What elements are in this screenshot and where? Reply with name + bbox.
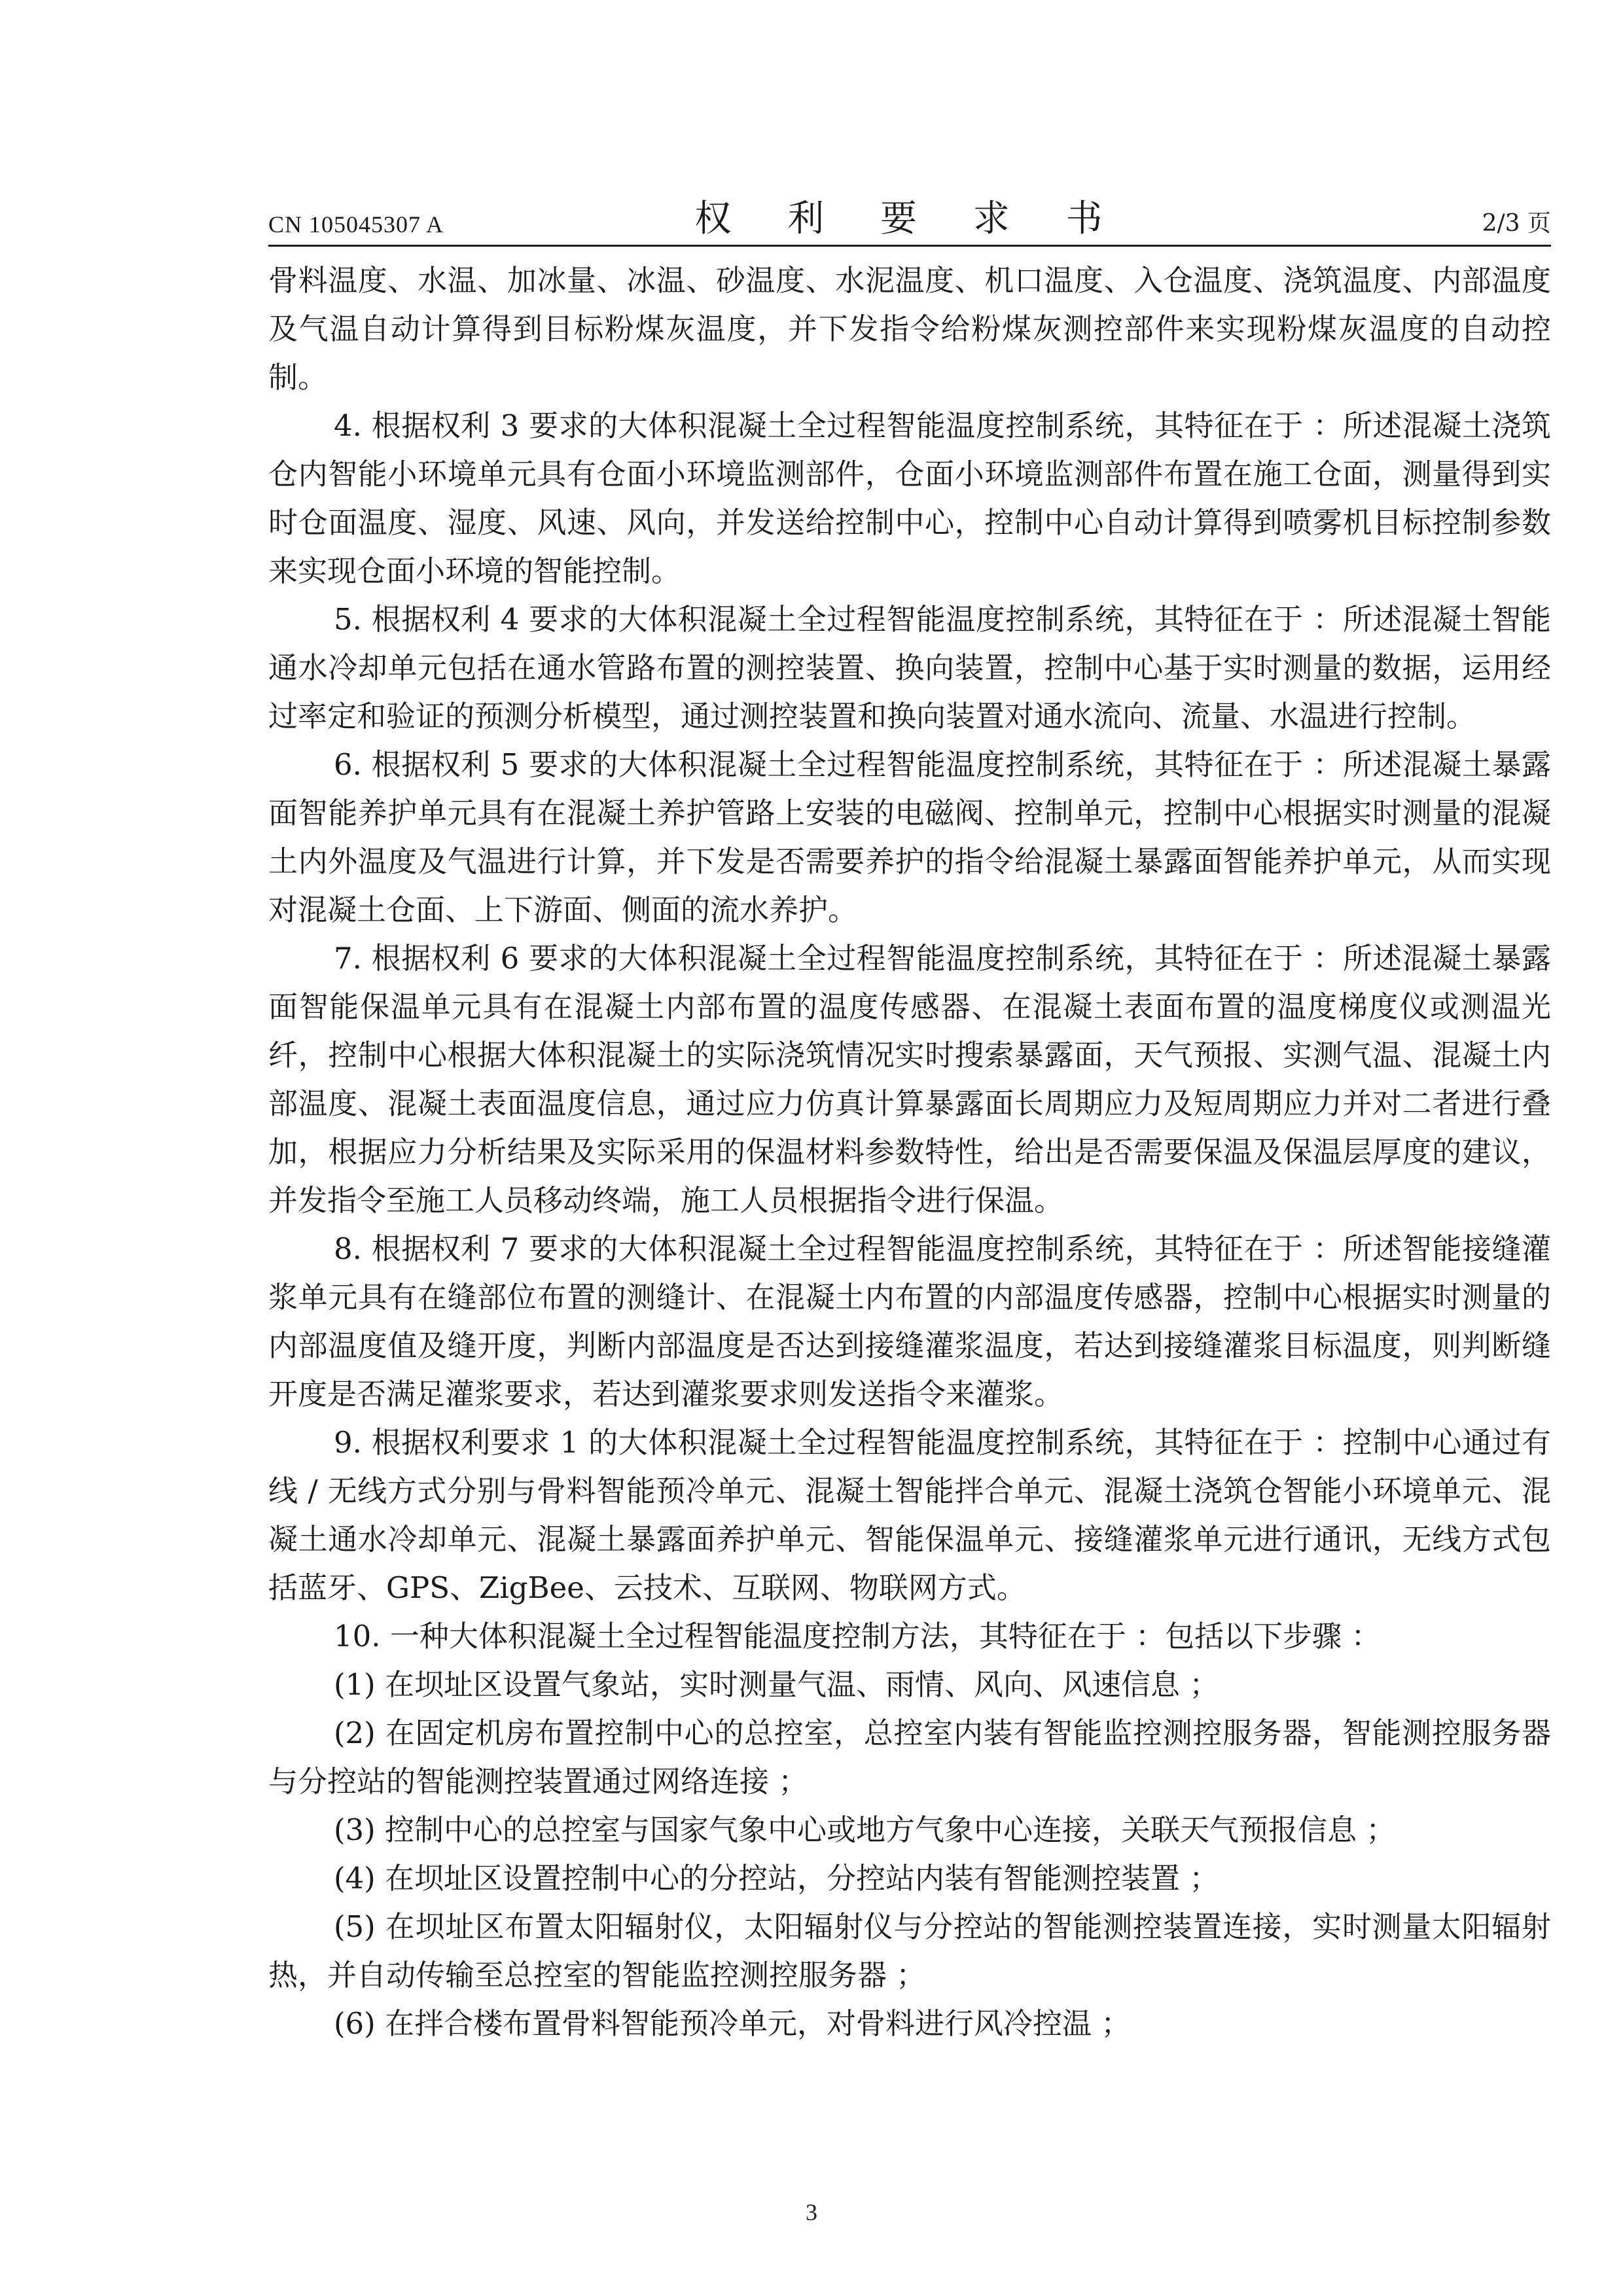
document-title: 权 利 要 求 书	[694, 198, 1125, 240]
claim-7: 7. 根据权利 6 要求的大体积混凝土全过程智能温度控制系统，其特征在于 ：所述混凝土暴露面智能保温单元具有在混凝土内部布置的温度传感器、在混凝土表面布置的温度梯度仪或测温光纤，控制中心根据大体积混凝土的实际浇筑情况实时搜索暴露面，天气预报、实测气温、混凝土内部温度、混凝土表面温度信息，通过应力仿真计算暴露面长周期应力及短周期应力并对二者进行叠加，根据应力分析结果及实际采用的保温材料参数特性，给出是否需要保温及保温层厚度的建议，并发指令至施工人员移动终端，施工人员根据指令进行保温。	[268, 941, 1551, 1218]
publication-number: CN 105045307 A	[268, 211, 444, 238]
claim-8: 8. 根据权利 7 要求的大体积混凝土全过程智能温度控制系统，其特征在于 ：所述智能接缝灌浆单元具有在缝部位布置的测缝计、在混凝土内布置的内部温度传感器，控制中心根据实时测量的内部温度值及缝开度，判断内部温度是否达到接缝灌浆温度，若达到接缝灌浆目标温度，则判断缝开度是否满足灌浆要求，若达到灌浆要求则发送指令来灌浆。	[268, 1231, 1551, 1411]
claim-10-step-2: (2) 在固定机房布置控制中心的总控室，总控室内装有智能监控测控服务器，智能测控服务器与分控站的智能测控装置通过网络连接 ；	[268, 1716, 1551, 1799]
claim-10-step-3: (3) 控制中心的总控室与国家气象中心或地方气象中心连接，关联天气预报信息 ；	[334, 1812, 1396, 1847]
claim-5: 5. 根据权利 4 要求的大体积混凝土全过程智能温度控制系统，其特征在于 ：所述混凝土智能通水冷却单元包括在通水管路布置的测控装置、换向装置，控制中心基于实时测量的数据，运用经过率定和验证的预测分析模型，通过测控装置和换向装置对通水流向、流量、水温进行控制。	[268, 602, 1551, 733]
claim-10-step-4: (4) 在坝址区设置控制中心的分控站，分控站内装有智能测控装置 ；	[334, 1861, 1219, 1896]
claim-10: 10. 一种大体积混凝土全过程智能温度控制方法，其特征在于 ：包括以下步骤 ：	[334, 1619, 1381, 1653]
claim-10-step-5: (5) 在坝址区布置太阳辐射仪，太阳辐射仪与分控站的智能测控装置连接，实时测量太阳辐射热，并自动传输至总控室的智能监控测控服务器 ；	[268, 1909, 1551, 1992]
header-divider	[268, 245, 1551, 247]
page-header	[268, 190, 1551, 242]
claim-10-step-6: (6) 在拌合楼布置骨料智能预冷单元，对骨料进行风冷控温 ；	[334, 2006, 1131, 2041]
page-indicator: 2/3 页	[1482, 210, 1551, 237]
claim-6: 6. 根据权利 5 要求的大体积混凝土全过程智能温度控制系统，其特征在于 ：所述混凝土暴露面智能养护单元具有在混凝土养护管路上安装的电磁阀、控制单元，控制中心根据实时测量的混凝土内外温度及气温进行计算，并下发是否需要养护的指令给混凝土暴露面智能养护单元，从而实现对混凝土仓面、上下游面、侧面的流水养护。	[268, 747, 1551, 927]
claims-body	[268, 256, 1551, 2048]
claim-10-step-1: (1) 在坝址区设置气象站，实时测量气温、雨情、风向、风速信息 ；	[334, 1667, 1219, 1702]
page-number: 3	[806, 2199, 817, 2225]
claim-continuation: 骨料温度、水温、加冰量、冰温、砂温度、水泥温度、机口温度、入仓温度、浇筑温度、内部温度及气温自动计算得到目标粉煤灰温度，并下发指令给粉煤灰测控部件来实现粉煤灰温度的自动控制。	[268, 263, 1551, 395]
claim-4: 4. 根据权利 3 要求的大体积混凝土全过程智能温度控制系统，其特征在于 ：所述混凝土浇筑仓内智能小环境单元具有仓面小环境监测部件，仓面小环境监测部件布置在施工仓面，测量得到实时仓面温度、湿度、风速、风向，并发送给控制中心，控制中心自动计算得到喷雾机目标控制参数来实现仓面小环境的智能控制。	[268, 408, 1551, 588]
claim-9: 9. 根据权利要求 1 的大体积混凝土全过程智能温度控制系统，其特征在于 ：控制中心通过有线 / 无线方式分别与骨料智能预冷单元、混凝土智能拌合单元、混凝土浇筑仓智能小环境单元、混凝土通水冷却单元、混凝土暴露面养护单元、智能保温单元、接缝灌浆单元进行通讯，无线方式包括蓝牙、GPS、ZigBee、云技术、互联网、物联网方式。	[268, 1425, 1551, 1605]
